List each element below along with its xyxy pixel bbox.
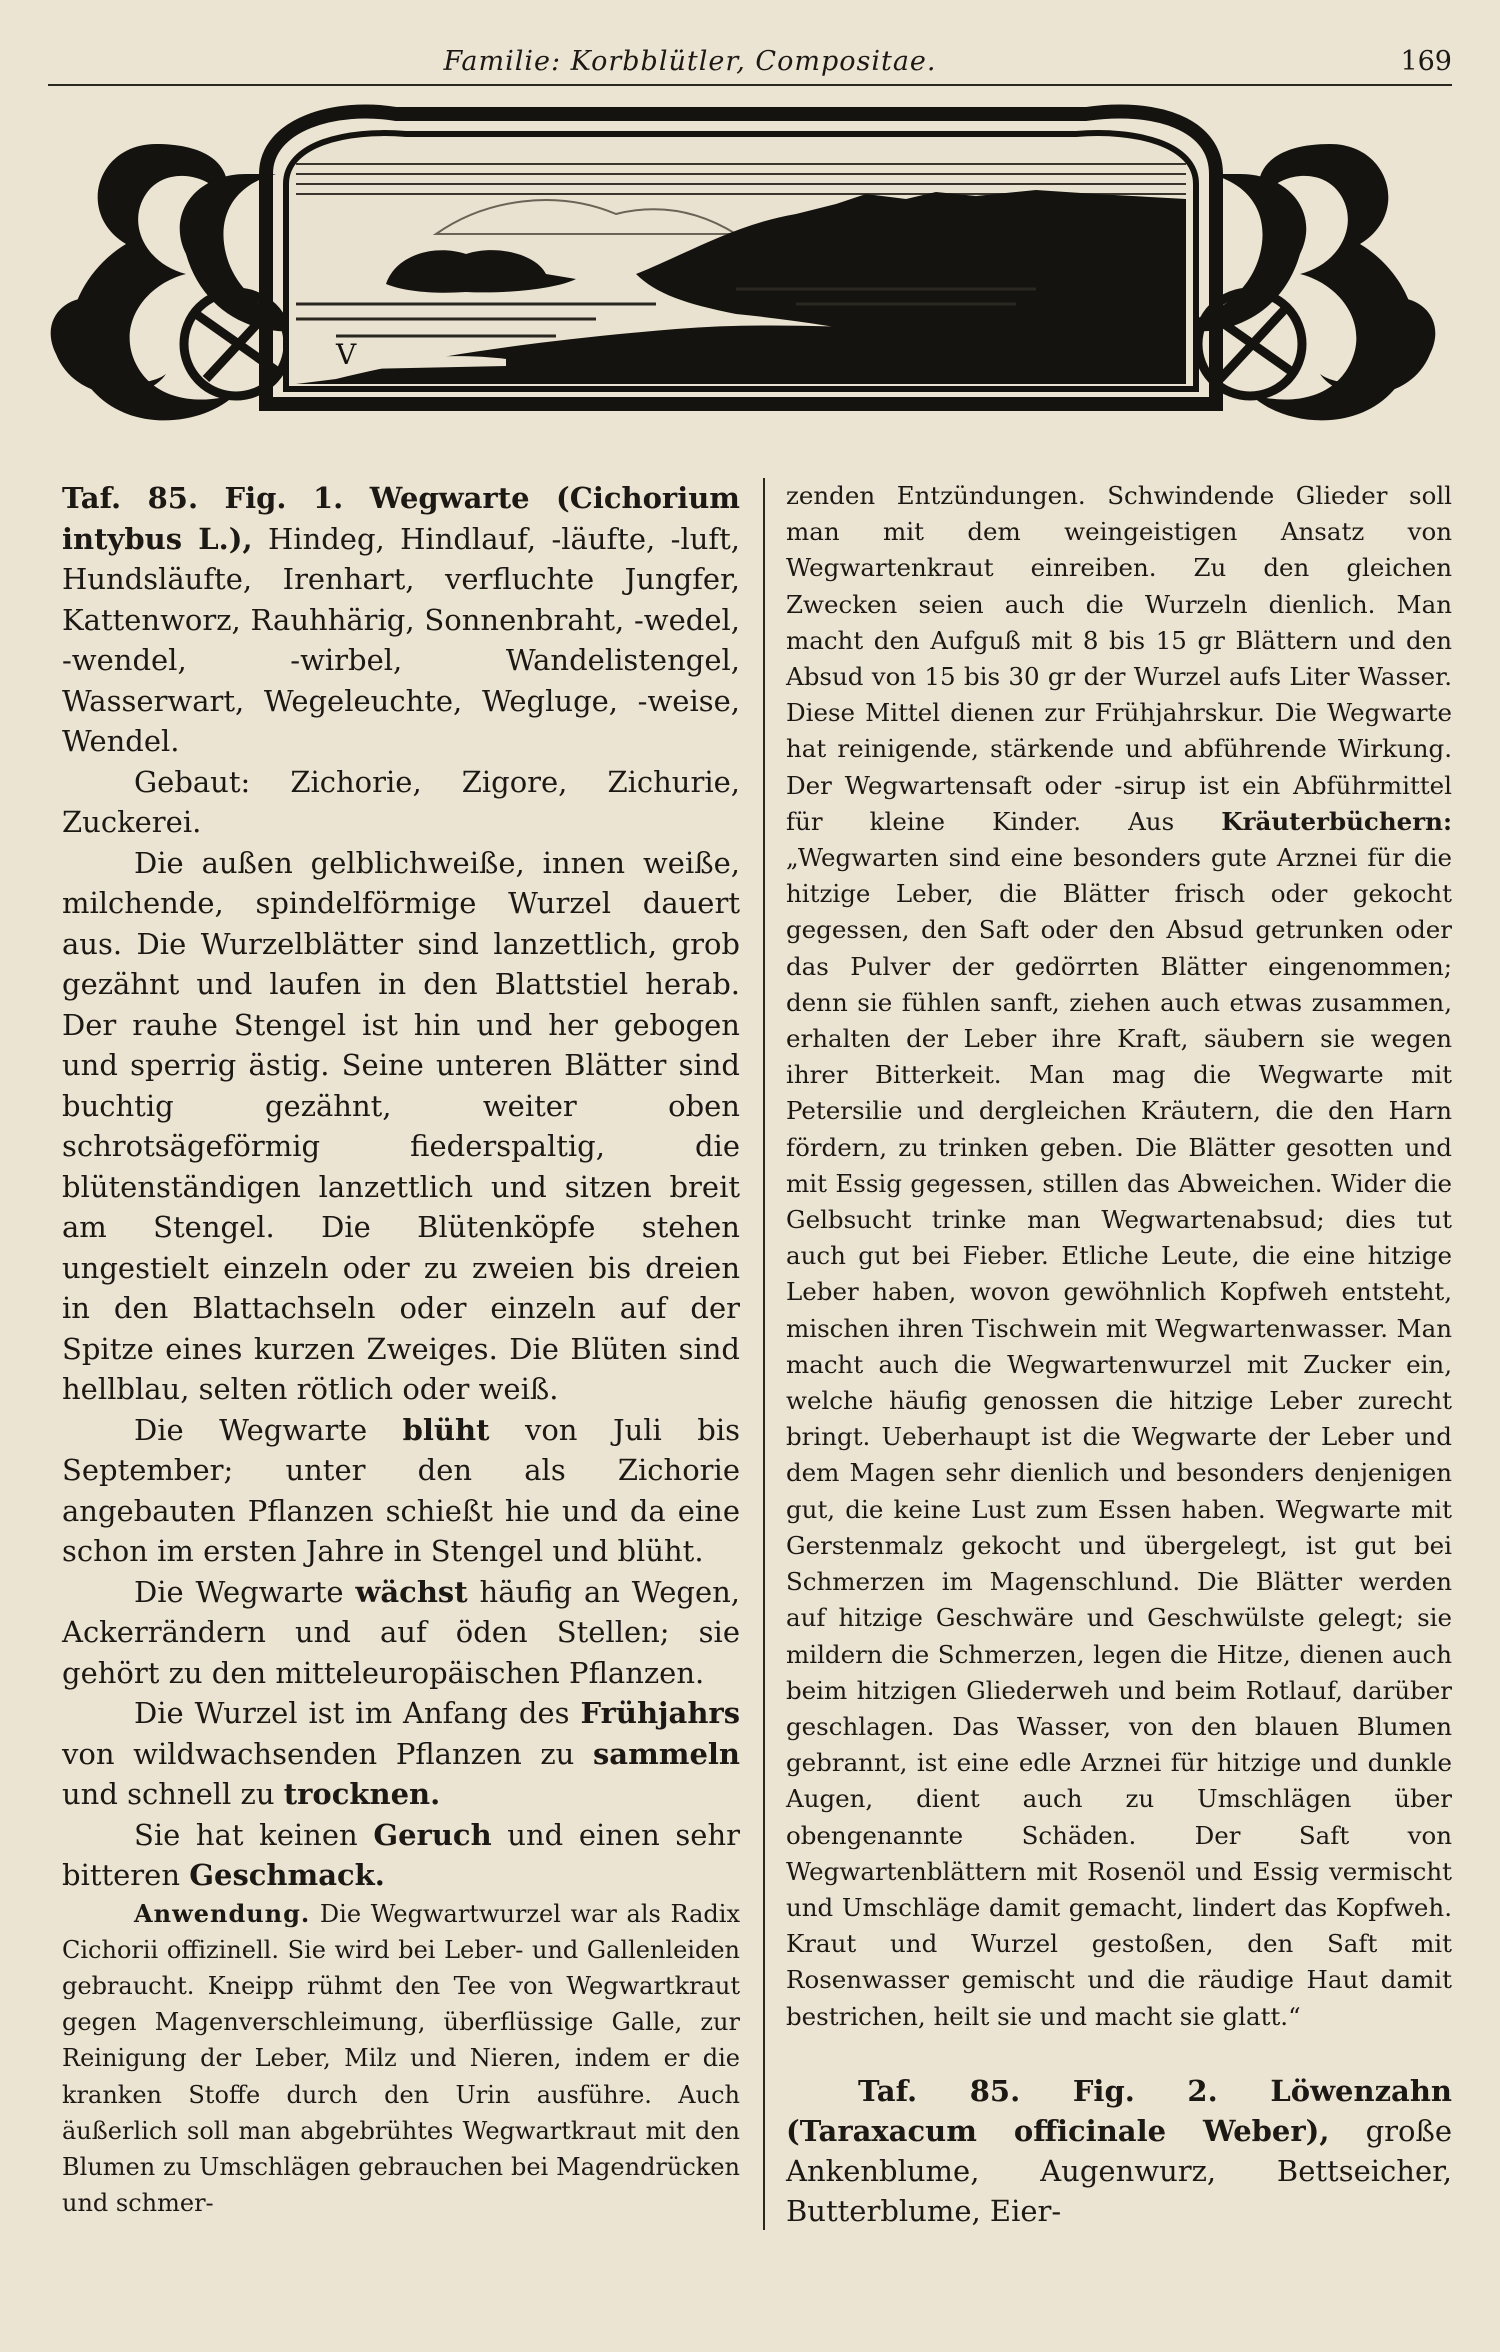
use-text: Die Wegwartwurzel war als Radix Cichorii offizinell. Sie wird bei Leber- und Gallenleiden gebraucht. Kneipp rühmt den Tee von Wegwartkraut gegen Magenverschleimung, überflüssige Galle, zur Reinigung der Leber, Milz und Nieren, indem er die kranken Stoffe durch den Urin ausführe. Auch äußerlich soll man abgebrühtes Wegwartkraut mit den Blumen zu Umschlägen gebrauchen bei Magendrücken und schmer- <box>62 1899 740 2218</box>
entry2-paragraph <box>786 2071 1452 2231</box>
cultivated-names: Gebaut: Zichorie, Zigore, Zichurie, Zuckerei. <box>62 764 740 839</box>
plant-description: Die außen gelblichweiße, innen weiße, milchende, spindelförmige Wurzel dauert aus. Die Wurzelblätter sind lanzettlich, grob gezähnt und laufen in den Blattstiel herab. Der rauhe Stengel ist hin und her gebogen und sperrig ästig. Seine unteren Blätter sind buchtig gezähnt, weiter oben schrotsägeförmig fiederspaltig, die blütenständigen lanzettlich und sitzen breit am Stengel. Die Blütenköpfe stehen ungestielt einzeln oder zu zweien bis dreien in den Blattachseln oder einzeln auf der Spitze eines kurzen Zweiges. Die Blüten sind hellblau, selten rötlich oder weiß. <box>62 845 740 1406</box>
use-paragraph <box>62 1896 740 2222</box>
running-title: Familie: Korbblütler, Compositae. <box>443 46 937 77</box>
smell-paragraph <box>62 1815 740 1896</box>
bloom-paragraph <box>62 1410 740 1572</box>
harvest-post: von wildwachsenden Pflanzen zu <box>62 1736 575 1771</box>
smell-word: Geruch <box>373 1817 492 1852</box>
harvest-word2: sammeln <box>592 1736 740 1771</box>
harvest-word: Frühjahrs <box>580 1696 741 1730</box>
lake-landscape-ornament-icon <box>36 104 1450 456</box>
artist-monogram: V <box>336 338 357 371</box>
right-text-1: zenden Entzündungen. Schwindende Glieder soll man mit dem weingeistigen Ansatz von Wegwartenkraut einreiben. Zu den gleichen Zwecken seien auch die Wurzeln dienlich. Man macht den Aufguß mit 8 bis 15 gr Blättern und den Absud von 15 bis 30 gr der Wurzel aufs Liter Wasser. Diese Mittel dienen zur Frühjahrskur. Die Wegwarte hat reinigende, stärkende und abführende Wirkung. Der Wegwartensaft oder -sirup ist ein Abführmittel für kleine Kinder. Aus <box>786 481 1452 836</box>
right-text-2: „Wegwarten sind eine besonders gute Arznei für die hitzige Leber, die Blätter frisch oder gekocht gegessen, den Saft oder den Absud getrunken oder das Pulver der gedörrten Blätter eingenommen; denn sie fühlen sanft, ziehen auch etwas zusammen, erhalten der Leber ihre Kraft, säubern sie wegen ihrer Bitterkeit. Man mag die Wegwarte mit Petersilie und dergleichen Kräutern, die den Harn fördern, zu trinken geben. Die Blätter gesotten und mit Essig gegessen, stillen das Abweichen. Wider die Gelbsucht trinke man Wegwartenabsud; dies tut auch gut bei Fieber. Etliche Leute, die eine hitzige Leber haben, wovon gewöhnlich Kopfweh entsteht, mischen ihren Tischwein mit Wegwartenwasser. Man macht auch die Wegwartenwurzel mit Zucker ein, welche häufig genossen die hitzige Leber zurecht bringt. Ueberhaupt ist die Wegwarte der Leber und dem Magen sehr dienlich und besonders denjenigen gut, die keine Lust zum Essen haben. Wegwarte mit Gerstenmalz gekocht und übergelegt, ist gut bei Schmerzen im Magenschlund. Die Blätter werden auf hitzige Geschwäre und Geschwülste gelegt; sie mildern die Schmerzen, legen die Hitze, dienen auch beim hitzigen Gliederweh und beim Rotlauf, darüber geschlagen. Das Wasser, von den blauen Blumen gebrannt, ist eine edle Arznei für hitzige und dunkle Augen, dient auch zu Umschlägen über obengenannte Schäden. Der Saft von Wegwartenblättern mit Rosenöl und Essig vermischt und Umschläge damit gemacht, lindert das Kopfweh. Kraut und Wurzel gestoßen, den Saft mit Rosenwasser gemischt und die räudige Haut damit bestrichen, heilt sie und macht sie glatt.“ <box>786 843 1452 2031</box>
habitat-pre: Die Wegwarte <box>134 1574 344 1609</box>
right-paragraph <box>786 478 1452 2035</box>
harvest-pre: Die Wurzel ist im Anfang des <box>134 1696 570 1730</box>
habitat-paragraph <box>62 1572 740 1694</box>
bloom-word: blüht <box>402 1412 490 1447</box>
bloom-pre: Die Wegwarte <box>134 1412 368 1447</box>
smell-word2: Geschmack. <box>189 1858 385 1892</box>
entry2-heading: Taf. 85. Fig. 2. Löwenzahn (Taraxacum officinale Weber), <box>786 2073 1452 2148</box>
right-column <box>786 478 1452 2231</box>
smell-pre: Sie hat keinen <box>134 1817 358 1852</box>
bloom-post: von Juli bis September; unter den als Zichorie angebauten Pflanzen schießt hie und da eine schon im ersten Jahre in Stengel und blüht. <box>62 1412 741 1568</box>
use-heading: Anwendung. <box>134 1898 311 1928</box>
page-number: 169 <box>1400 46 1452 77</box>
entry1-heading: Taf. 85. Fig. 1. Wegwarte (Cichorium intybus L.), <box>62 481 740 556</box>
smell-mid: und einen sehr bitteren <box>62 1817 740 1892</box>
column-divider <box>763 478 765 2230</box>
entry2-synonyms: große Ankenblume, Augenwurz, Bettseicher, Butterblume, Eier- <box>786 2113 1452 2228</box>
entry1-synonyms: Hindeg, Hindlauf, -läufte, -luft, Hundsläufte, Irenhart, verfluchte Jungfer, Kattenworz, Rauhhärig, Sonnenbraht, -wedel, -wendel, -wirbel, Wandelistengel, Wasserwart, Wegeleuchte, Wegluge, -weise, Wendel. <box>62 521 741 758</box>
herbals-word: Kräuterbüchern: <box>1221 806 1453 836</box>
harvest-post2: und schnell zu <box>62 1777 275 1811</box>
left-column <box>62 478 740 2221</box>
habitat-post: häufig an Wegen, Ackerrändern und auf öden Stellen; sie gehört zu den mitteleuropäischen Pflanzen. <box>62 1574 741 1690</box>
entry1-paragraph <box>62 478 740 762</box>
habitat-word: wächst <box>355 1574 468 1609</box>
harvest-word3: trocknen. <box>283 1777 441 1811</box>
harvest-paragraph <box>62 1693 740 1815</box>
running-head <box>48 44 1452 86</box>
